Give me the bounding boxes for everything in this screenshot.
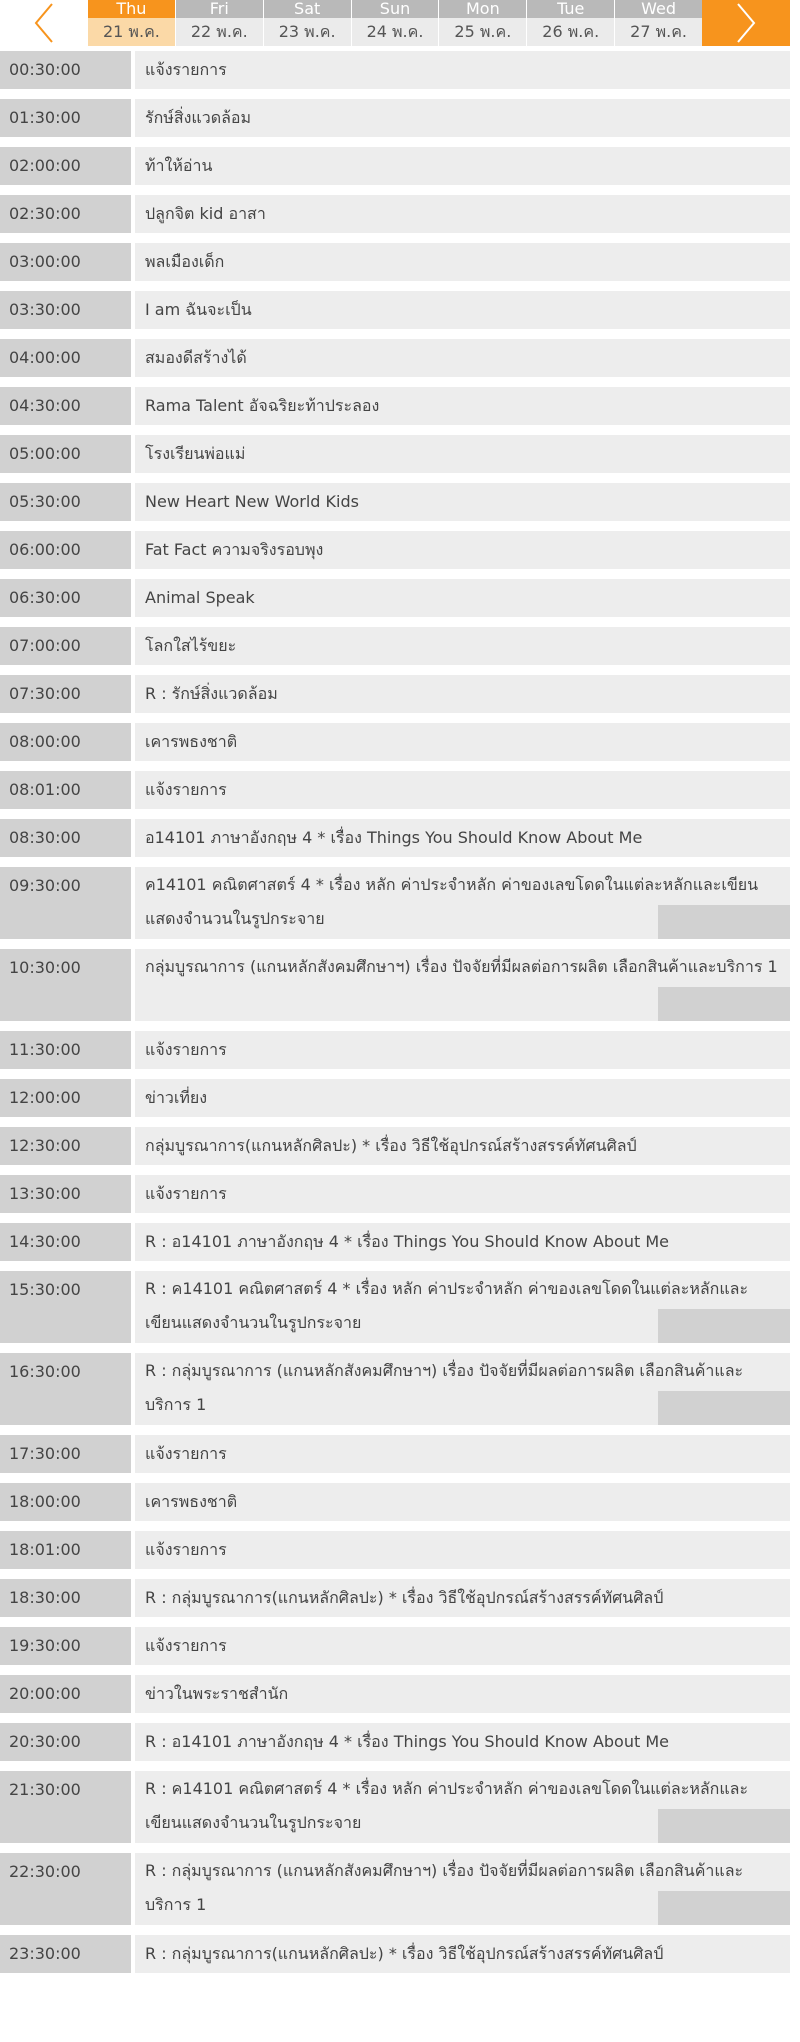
day-tab-date: 24 พ.ค. (352, 18, 439, 46)
schedule-title-text: R : ค14101 คณิตศาสตร์ 4 * เรื่อง หลัก ค่าประจำหลัก ค่าของเลขโดดในแต่ละหลักและเขียนแสดงจำนวนในรูปกระจาย (145, 1279, 749, 1332)
schedule-title-text: R : กลุ่มบูรณาการ(แกนหลักศิลปะ) * เรื่อง วิธีใช้อุปกรณ์สร้างสรรค์ทัศนศิลป์ (145, 1588, 664, 1607)
day-tab-thu[interactable] (88, 0, 176, 46)
schedule-time: 20:30:00 (0, 1723, 131, 1761)
schedule-title (135, 867, 790, 939)
schedule-title (135, 1435, 790, 1473)
day-tab-date: 25 พ.ค. (439, 18, 526, 46)
schedule-title (135, 243, 790, 281)
schedule-row (0, 291, 790, 329)
schedule-time: 01:30:00 (0, 99, 131, 137)
schedule-title (135, 1853, 790, 1925)
day-tab-fri[interactable] (176, 0, 264, 46)
schedule-time: 04:30:00 (0, 387, 131, 425)
schedule-title (135, 1271, 790, 1343)
schedule-title-text: R : กลุ่มบูรณาการ (แกนหลักสังคมศึกษาฯ) เรื่อง ปัจจัยที่มีผลต่อการผลิต เลือกสินค้าและบริการ 1 (145, 1361, 744, 1414)
schedule-time: 21:30:00 (0, 1771, 131, 1843)
schedule-time: 15:30:00 (0, 1271, 131, 1343)
schedule-row (0, 1353, 790, 1425)
schedule-title-text: กลุ่มบูรณาการ(แกนหลักศิลปะ) * เรื่อง วิธีใช้อุปกรณ์สร้างสรรค์ทัศนศิลป์ (145, 1136, 637, 1155)
schedule-title-text: เคารพธงชาติ (145, 1492, 238, 1511)
schedule-time: 14:30:00 (0, 1223, 131, 1261)
row-corner-block (658, 1809, 790, 1843)
day-tab-date: 23 พ.ค. (264, 18, 351, 46)
schedule-row (0, 1435, 790, 1473)
day-tab-date: 21 พ.ค. (88, 18, 175, 46)
schedule-title (135, 339, 790, 377)
schedule-time: 08:00:00 (0, 723, 131, 761)
schedule-row (0, 723, 790, 761)
schedule-title (135, 387, 790, 425)
schedule-time: 02:00:00 (0, 147, 131, 185)
schedule-title-text: โลกใสไร้ขยะ (145, 636, 237, 655)
schedule-title (135, 1483, 790, 1521)
schedule-row (0, 771, 790, 809)
schedule-time: 13:30:00 (0, 1175, 131, 1213)
schedule-title-text: แจ้งรายการ (145, 60, 227, 79)
day-tab-name: Mon (439, 0, 526, 18)
schedule-time: 12:30:00 (0, 1127, 131, 1165)
schedule-title (135, 195, 790, 233)
schedule-list (0, 51, 790, 1983)
schedule-row (0, 1223, 790, 1261)
schedule-time: 17:30:00 (0, 1435, 131, 1473)
day-tab-name: Thu (88, 0, 175, 18)
schedule-title (135, 1675, 790, 1713)
schedule-title-text: แจ้งรายการ (145, 780, 227, 799)
schedule-row (0, 1031, 790, 1069)
schedule-row (0, 387, 790, 425)
schedule-title-text: R : อ14101 ภาษาอังกฤษ 4 * เรื่อง Things You Should Know About Me (145, 1232, 669, 1251)
schedule-row (0, 243, 790, 281)
day-tab-name: Fri (176, 0, 263, 18)
schedule-title (135, 99, 790, 137)
schedule-row (0, 195, 790, 233)
schedule-title-text: แจ้งรายการ (145, 1444, 227, 1463)
day-selector-header (0, 0, 800, 46)
schedule-time: 12:00:00 (0, 1079, 131, 1117)
schedule-time: 00:30:00 (0, 51, 131, 89)
schedule-title (135, 1031, 790, 1069)
schedule-time: 10:30:00 (0, 949, 131, 1021)
schedule-row (0, 435, 790, 473)
schedule-row (0, 1627, 790, 1665)
schedule-time: 05:30:00 (0, 483, 131, 521)
schedule-title (135, 1579, 790, 1617)
schedule-row (0, 1079, 790, 1117)
schedule-row (0, 1483, 790, 1521)
schedule-title (135, 1771, 790, 1843)
schedule-row (0, 1723, 790, 1761)
schedule-row (0, 675, 790, 713)
previous-week-button[interactable] (0, 0, 88, 46)
next-week-button[interactable] (702, 0, 790, 46)
schedule-title-text: Rama Talent อัจฉริยะท้าประลอง (145, 396, 380, 415)
day-tab-sat[interactable] (264, 0, 352, 46)
schedule-row (0, 1531, 790, 1569)
schedule-title-text: รักษ์สิ่งแวดล้อม (145, 108, 252, 127)
schedule-title-text: I am ฉันจะเป็น (145, 300, 252, 319)
schedule-title-text: ข่าวในพระราชสำนัก (145, 1684, 289, 1703)
schedule-title (135, 1627, 790, 1665)
schedule-row (0, 531, 790, 569)
schedule-row (0, 819, 790, 857)
schedule-title (135, 531, 790, 569)
schedule-title (135, 435, 790, 473)
schedule-time: 03:30:00 (0, 291, 131, 329)
schedule-title-text: ค14101 คณิตศาสตร์ 4 * เรื่อง หลัก ค่าประจำหลัก ค่าของเลขโดดในแต่ละหลักและเขียนแสดงจำนวนในรูปกระจาย (145, 875, 759, 928)
schedule-title-text: R : อ14101 ภาษาอังกฤษ 4 * เรื่อง Things You Should Know About Me (145, 1732, 669, 1751)
schedule-title-text: แจ้งรายการ (145, 1540, 227, 1559)
schedule-title (135, 1079, 790, 1117)
schedule-title-text: New Heart New World Kids (145, 492, 359, 511)
schedule-row (0, 1935, 790, 1973)
schedule-title-text: R : ค14101 คณิตศาสตร์ 4 * เรื่อง หลัก ค่าประจำหลัก ค่าของเลขโดดในแต่ละหลักและเขียนแสดงจำนวนในรูปกระจาย (145, 1779, 749, 1832)
schedule-row (0, 147, 790, 185)
schedule-title (135, 579, 790, 617)
schedule-row (0, 1579, 790, 1617)
schedule-title-text: อ14101 ภาษาอังกฤษ 4 * เรื่อง Things You Should Know About Me (145, 828, 643, 847)
schedule-time: 20:00:00 (0, 1675, 131, 1713)
schedule-row (0, 579, 790, 617)
schedule-title (135, 1935, 790, 1973)
day-tab-tue[interactable] (527, 0, 615, 46)
schedule-title (135, 819, 790, 857)
schedule-row (0, 1175, 790, 1213)
day-tab-name: Wed (615, 0, 702, 18)
schedule-time: 07:30:00 (0, 675, 131, 713)
schedule-time: 18:00:00 (0, 1483, 131, 1521)
schedule-title (135, 1223, 790, 1261)
schedule-title (135, 1353, 790, 1425)
chevron-left-icon (0, 0, 88, 46)
schedule-row (0, 1771, 790, 1843)
schedule-title-text: กลุ่มบูรณาการ (แกนหลักสังคมศึกษาฯ) เรื่อง ปัจจัยที่มีผลต่อการผลิต เลือกสินค้าและบริการ 1 (145, 957, 778, 976)
schedule-time: 05:00:00 (0, 435, 131, 473)
schedule-title (135, 147, 790, 185)
schedule-title (135, 483, 790, 521)
day-tab-name: Sun (352, 0, 439, 18)
schedule-time: 06:00:00 (0, 531, 131, 569)
schedule-time: 09:30:00 (0, 867, 131, 939)
day-tab-sun[interactable] (352, 0, 440, 46)
schedule-time: 18:30:00 (0, 1579, 131, 1617)
schedule-row (0, 1675, 790, 1713)
schedule-row (0, 1271, 790, 1343)
schedule-title (135, 1175, 790, 1213)
schedule-row (0, 867, 790, 939)
schedule-title (135, 51, 790, 89)
row-corner-block (658, 1391, 790, 1425)
row-corner-block (658, 987, 790, 1021)
schedule-row (0, 99, 790, 137)
schedule-time: 06:30:00 (0, 579, 131, 617)
schedule-title-text: Animal Speak (145, 588, 255, 607)
schedule-time: 08:30:00 (0, 819, 131, 857)
schedule-time: 16:30:00 (0, 1353, 131, 1425)
schedule-title-text: Fat Fact ความจริงรอบพุง (145, 540, 324, 559)
schedule-title-text: R : กลุ่มบูรณาการ(แกนหลักศิลปะ) * เรื่อง วิธีใช้อุปกรณ์สร้างสรรค์ทัศนศิลป์ (145, 1944, 664, 1963)
row-corner-block (658, 1309, 790, 1343)
row-corner-block (658, 905, 790, 939)
schedule-title (135, 949, 790, 1021)
day-tab-name: Tue (527, 0, 614, 18)
schedule-time: 22:30:00 (0, 1853, 131, 1925)
schedule-title (135, 627, 790, 665)
schedule-time: 23:30:00 (0, 1935, 131, 1973)
schedule-title (135, 675, 790, 713)
schedule-time: 08:01:00 (0, 771, 131, 809)
schedule-row (0, 1127, 790, 1165)
schedule-time: 11:30:00 (0, 1031, 131, 1069)
schedule-time: 19:30:00 (0, 1627, 131, 1665)
schedule-row (0, 339, 790, 377)
schedule-title (135, 291, 790, 329)
day-tab-name: Sat (264, 0, 351, 18)
schedule-title-text: แจ้งรายการ (145, 1184, 227, 1203)
schedule-time: 02:30:00 (0, 195, 131, 233)
schedule-title-text: R : กลุ่มบูรณาการ (แกนหลักสังคมศึกษาฯ) เรื่อง ปัจจัยที่มีผลต่อการผลิต เลือกสินค้าและบริการ 1 (145, 1861, 744, 1914)
schedule-title-text: แจ้งรายการ (145, 1040, 227, 1059)
schedule-title (135, 1127, 790, 1165)
schedule-title-text: สมองดีสร้างได้ (145, 348, 247, 367)
schedule-time: 04:00:00 (0, 339, 131, 377)
schedule-time: 07:00:00 (0, 627, 131, 665)
schedule-title-text: ข่าวเที่ยง (145, 1088, 208, 1107)
schedule-time: 18:01:00 (0, 1531, 131, 1569)
schedule-row (0, 949, 790, 1021)
day-tabs (88, 0, 702, 46)
day-tab-wed[interactable] (615, 0, 702, 46)
schedule-row (0, 51, 790, 89)
schedule-title (135, 1723, 790, 1761)
day-tab-mon[interactable] (439, 0, 527, 46)
schedule-title-text: พลเมืองเด็ก (145, 252, 225, 271)
schedule-time: 03:00:00 (0, 243, 131, 281)
schedule-row (0, 483, 790, 521)
schedule-row (0, 627, 790, 665)
schedule-title-text: แจ้งรายการ (145, 1636, 227, 1655)
schedule-title-text: เคารพธงชาติ (145, 732, 238, 751)
chevron-right-icon (702, 0, 790, 46)
schedule-title-text: ปลูกจิต kid อาสา (145, 204, 266, 223)
schedule-title (135, 1531, 790, 1569)
schedule-title-text: ท้าให้อ่าน (145, 156, 213, 175)
schedule-title (135, 723, 790, 761)
schedule-title-text: R : รักษ์สิ่งแวดล้อม (145, 684, 278, 703)
day-tab-date: 27 พ.ค. (615, 18, 702, 46)
row-corner-block (658, 1891, 790, 1925)
day-tab-date: 26 พ.ค. (527, 18, 614, 46)
schedule-title (135, 771, 790, 809)
day-tab-date: 22 พ.ค. (176, 18, 263, 46)
schedule-title-text: โรงเรียนพ่อแม่ (145, 444, 246, 463)
schedule-row (0, 1853, 790, 1925)
